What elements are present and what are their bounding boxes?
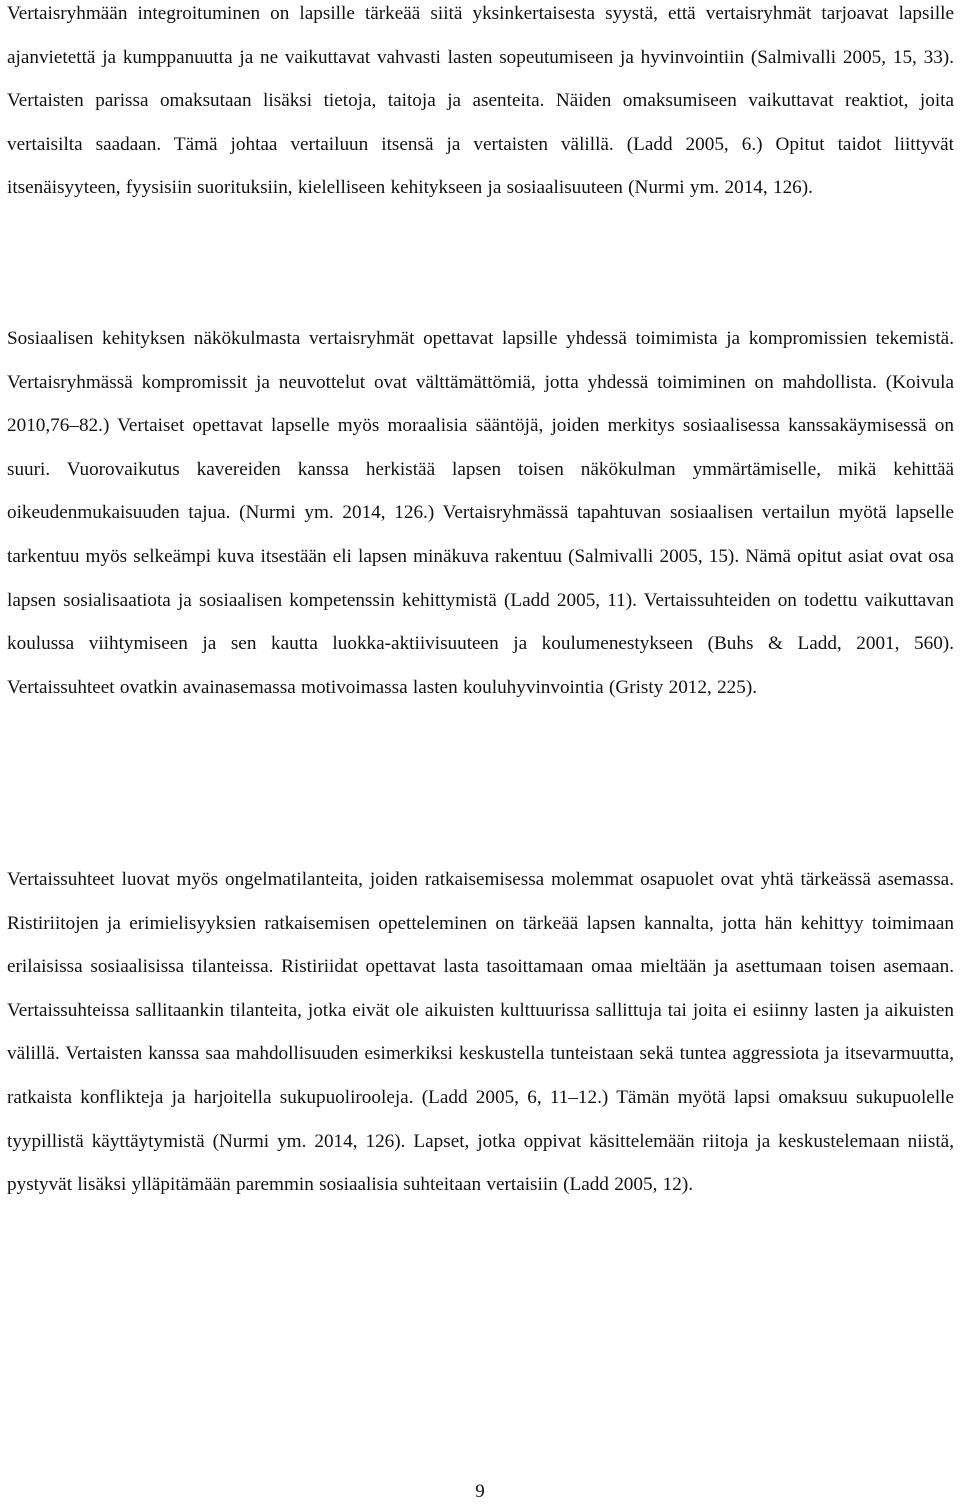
paragraph-peer-group-integration: Vertaisryhmään integroituminen on lapsille tärkeää siitä yksinkertaisesta syystä, että vertaisryhmät tarjoavat lapsille ajanvietettä ja kumppanuutta ja ne vaikuttavat vahvasti lasten sopeutumiseen ja hyvinvointiin (Salmivalli 2005, 15, 33). Vertaisten parissa omaksutaan lisäksi tietoja, taitoja ja asenteita. Näiden omaksumiseen vaikuttavat reaktiot, joita vertaisilta saadaan. Tämä johtaa vertailuun itsensä ja vertaisten välillä. (Ladd 2005, 6.) Opitut taidot liittyvät itsenäisyyteen, fyysisiin suorituksiin, kielelliseen kehitykseen ja sosiaalisuuteen (Nurmi ym. 2014, 126). (7, 3, 954, 199)
page-number: 9 (475, 1481, 485, 1502)
paragraph-conflict-situations: Vertaissuhteet luovat myös ongelmatilanteita, joiden ratkaisemisessa molemmat osapuolet ovat yhtä tärkeässä asemassa. Ristiriitojen ja erimielisyyksien ratkaisemisen opetteleminen on tärkeää lapsen kannalta, jotta hän kehittyy toimimaan erilaisissa sosiaalisissa tilanteissa. Ristiriidat opettavat lasta tasoittamaan omaa mieltään ja asettumaan toisen asemaan. Vertaissuhteissa sallitaankin tilanteita, jotka eivät ole aikuisten kulttuurissa sallittuja tai joita ei esiinny lasten ja aikuisten välillä. Vertaisten kanssa saa mahdollisuuden esimerkiksi keskustella tunteistaan sekä tuntea aggressiota ja itsevarmuutta, ratkaista konflikteja ja harjoitella sukupuolirooleja. (Ladd 2005, 6, 11–12.) Tämän myötä lapsi omaksuu sukupuolelle tyypillistä käyttäytymistä (Nurmi ym. 2014, 126). Lapset, jotka oppivat käsittelemään riitoja ja keskustelemaan niistä, pystyvät lisäksi ylläpitämään paremmin sosiaalisia suhteitaan vertaisiin (Ladd 2005, 12). (7, 869, 954, 1196)
paragraph-social-development: Sosiaalisen kehityksen näkökulmasta vertaisryhmät opettavat lapsille yhdessä toimimista ja kompromissien tekemistä. Vertaisryhmässä kompromissit ja neuvottelut ovat välttämättömiä, jotta yhdessä toimiminen on mahdollista. (Koivula 2010,76–82.) Vertaiset opettavat lapselle myös moraalisia sääntöjä, joiden merkitys sosiaalisessa kanssakäymisessä on suuri. Vuorovaikutus kavereiden kanssa herkistää lapsen toisen näkökulman ymmärtämiselle, mikä kehittää oikeudenmukaisuuden tajua. (Nurmi ym. 2014, 126.) Vertaisryhmässä tapahtuvan sosiaalisen vertailun myötä lapselle tarkentuu myös selkeämpi kuva itsestään eli lapsen minäkuva rakentuu (Salmivalli 2005, 15). Nämä opitut asiat ovat osa lapsen sosialisaatiota ja sosiaalisen kompetenssin kehittymistä (Ladd 2005, 11). Vertaissuhteiden on todettu vaikuttavan koulussa viihtymiseen ja sen kautta luokka-aktiivisuuteen ja koulumenestykseen (Buhs & Ladd, 2001, 560). Vertaissuhteet ovatkin avainasemassa motivoimassa lasten kouluhyvinvointia (Gristy 2012, 225). (7, 328, 954, 698)
